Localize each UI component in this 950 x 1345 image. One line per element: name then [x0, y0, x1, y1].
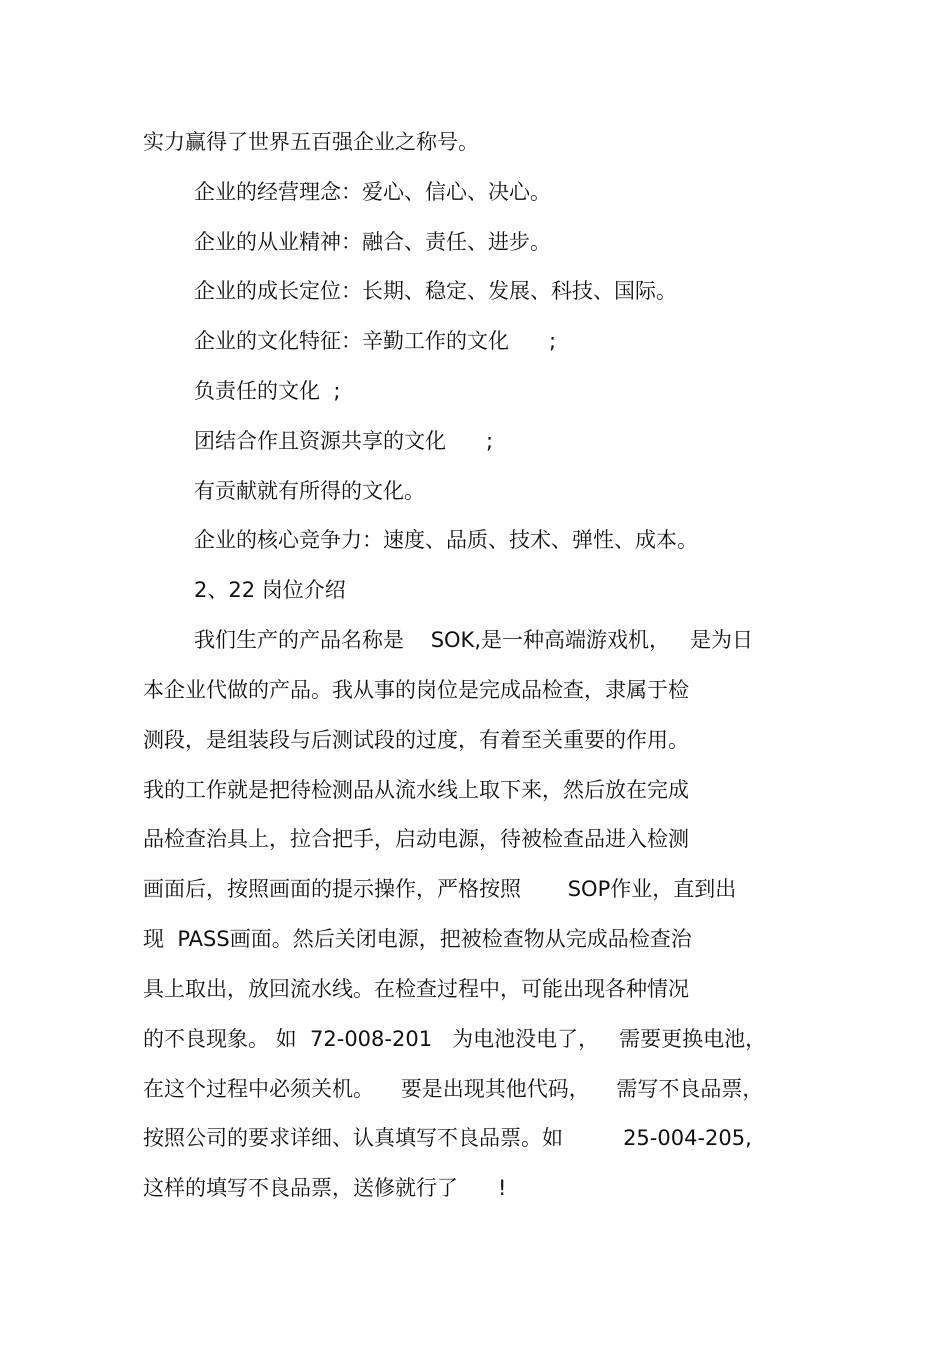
text-line: 画面后，按照画面的提示操作，严格按照 SOP作业，直到出 [143, 877, 737, 901]
text-line: 企业的经营理念：爱心、信心、决心。 [194, 180, 551, 204]
text-line: 企业的从业精神：融合、责任、进步。 [194, 230, 551, 254]
text-line: 企业的核心竞争力：速度、品质、技术、弹性、成本。 [194, 528, 698, 552]
text-line: 在这个过程中必须关机。 要是出现其他代码， 需写不良品票， [143, 1077, 764, 1101]
text-line: 本企业代做的产品。我从事的岗位是完成品检查，隶属于检 [143, 678, 689, 702]
text-line: 按照公司的要求详细、认真填写不良品票。如 25-004-205, [143, 1126, 752, 1150]
text-line: 团结合作且资源共享的文化 ; [194, 429, 494, 453]
text-line: 企业的成长定位：长期、稳定、发展、科技、国际。 [194, 279, 677, 303]
text-line: 企业的文化特征：辛勤工作的文化 ; [194, 329, 557, 353]
text-line: 现 PASS画面。然后关闭电源，把被检查物从完成品检查治 [143, 927, 692, 951]
text-line: 这样的填写不良品票，送修就行了 ! [143, 1176, 507, 1200]
text-line: 品检查治具上，拉合把手，启动电源，待被检查品进入检测 [143, 827, 689, 851]
text-line: 有贡献就有所得的文化。 [194, 479, 425, 503]
text-line: 实力赢得了世界五百强企业之称号。 [143, 130, 479, 154]
text-line: 具上取出，放回流水线。在检查过程中，可能出现各种情况 [143, 977, 689, 1001]
section-heading: 2、22 岗位介绍 [194, 578, 346, 602]
text-line: 测段，是组装段与后测试段的过度，有着至关重要的作用。 [143, 728, 689, 752]
text-line: 我的工作就是把待检测品从流水线上取下来，然后放在完成 [143, 778, 689, 802]
text-line: 的不良现象。 如 72-008-201 为电池没电了， 需要更换电池， [143, 1027, 767, 1051]
text-line: 我们生产的产品名称是 SOK,是一种高端游戏机， 是为日 [194, 628, 754, 652]
text-line: 负责任的文化 ; [194, 379, 341, 403]
